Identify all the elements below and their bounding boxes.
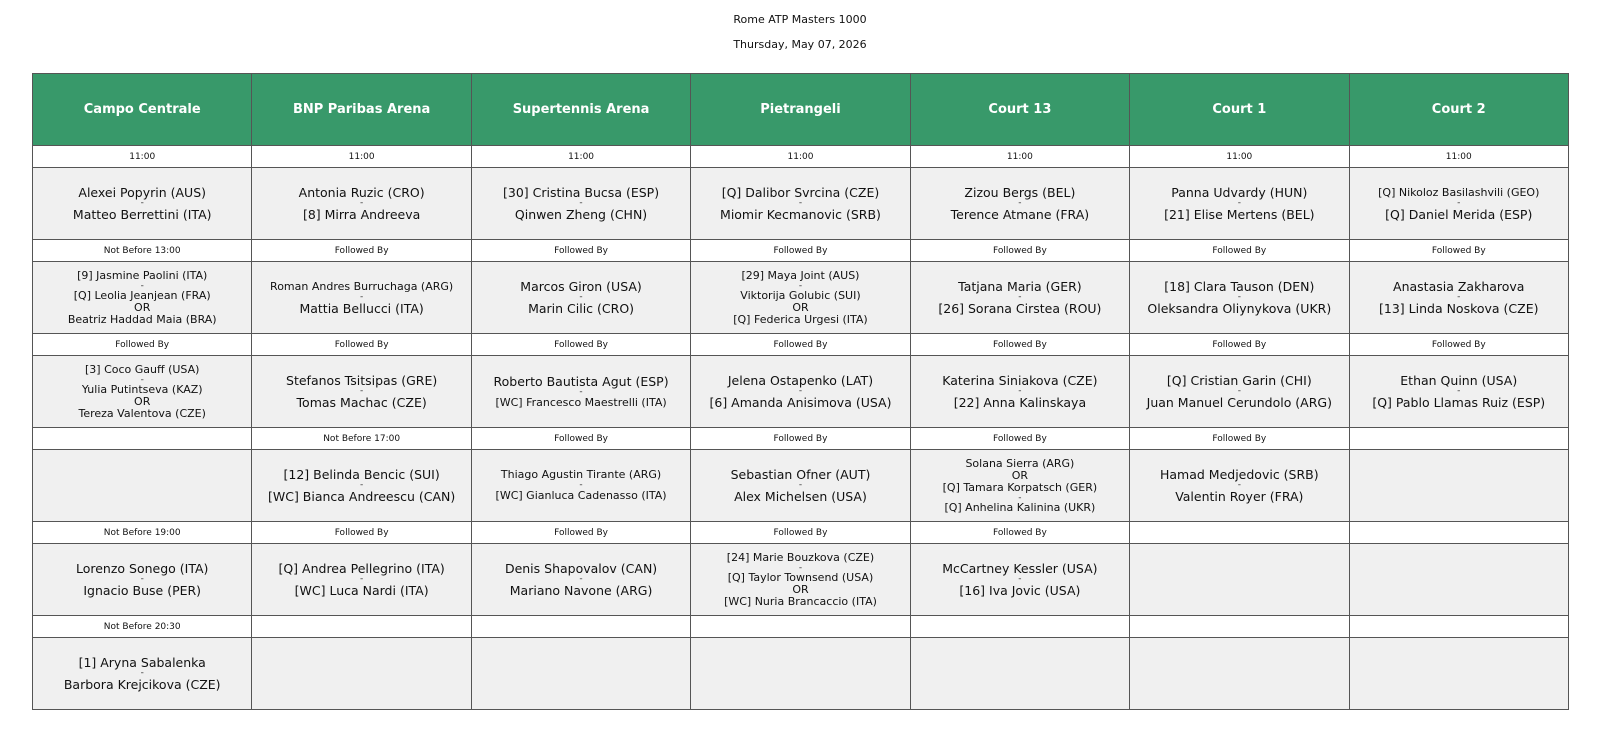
versus-separator: - <box>1237 198 1241 208</box>
time-slot-cell: Followed By <box>33 334 252 356</box>
match-cell <box>471 168 690 240</box>
player-name: Antonia Ruzic (CRO) <box>298 185 425 200</box>
or-separator: OR <box>1011 468 1029 482</box>
time-slot-cell: Followed By <box>910 428 1129 450</box>
time-slot-cell: Not Before 13:00 <box>33 240 252 262</box>
player-name: [WC] Bianca Andreescu (CAN) <box>267 489 456 504</box>
match-cell <box>33 544 252 616</box>
match-cell <box>910 168 1129 240</box>
match-cell <box>471 638 690 710</box>
time-slot-row <box>33 616 1569 638</box>
match-cell <box>252 638 471 710</box>
player-name: Panna Udvardy (HUN) <box>1171 185 1308 200</box>
player-name: Katerina Siniakova (CZE) <box>942 373 1098 388</box>
player-name: Lorenzo Sonego (ITA) <box>75 561 209 576</box>
versus-separator: - <box>1018 574 1022 584</box>
versus-separator: - <box>579 198 583 208</box>
time-slot-cell: 11:00 <box>33 146 252 168</box>
time-slot-cell: Followed By <box>691 334 910 356</box>
player-name: [WC] Francesco Maestrelli (ITA) <box>495 395 667 409</box>
time-slot-row <box>33 240 1569 262</box>
player-name: [12] Belinda Bencic (SUI) <box>283 467 440 482</box>
versus-separator: - <box>579 480 583 490</box>
versus-separator: - <box>1018 386 1022 396</box>
time-slot-row <box>33 522 1569 544</box>
time-slot-cell: Followed By <box>910 334 1129 356</box>
match-cell <box>1349 450 1568 522</box>
match-cell <box>471 450 690 522</box>
match-cell <box>471 356 690 428</box>
versus-separator: - <box>1237 480 1241 490</box>
player-name: Roberto Bautista Agut (ESP) <box>493 373 669 389</box>
versus-separator: - <box>140 280 144 291</box>
time-slot-row <box>33 428 1569 450</box>
time-slot-cell: Followed By <box>252 240 471 262</box>
match-cell <box>1349 356 1568 428</box>
match-cell <box>1130 450 1349 522</box>
versus-separator: - <box>798 198 803 208</box>
versus-separator: - <box>1018 292 1022 302</box>
match-cell <box>1349 544 1568 616</box>
player-name: Terence Atmane (FRA) <box>950 207 1090 222</box>
player-name: Stefanos Tsitsipas (GRE) <box>286 373 438 388</box>
player-name: Tatjana Maria (GER) <box>958 279 1082 294</box>
time-slot-cell: 11:00 <box>1130 146 1349 168</box>
versus-separator: - <box>140 198 144 208</box>
match-cell <box>33 262 252 334</box>
player-name: Alexei Popyrin (AUS) <box>78 185 207 200</box>
court-header: Campo Centrale <box>33 74 252 146</box>
time-slot-cell: Followed By <box>691 240 910 262</box>
player-name: Denis Shapovalov (CAN) <box>504 561 658 576</box>
court-header: Supertennis Arena <box>471 74 690 146</box>
or-separator: OR <box>792 582 809 596</box>
player-name: [Q] Andrea Pellegrino (ITA) <box>278 561 445 576</box>
time-slot-cell: 11:00 <box>1349 146 1568 168</box>
time-slot-cell <box>252 616 471 638</box>
player-name: [Q] Tamara Korpatsch (GER) <box>942 480 1098 494</box>
time-slot-cell: Followed By <box>1130 428 1349 450</box>
time-slot-cell: Not Before 19:00 <box>33 522 252 544</box>
player-name: Hamad Medjedovic (SRB) <box>1160 467 1319 482</box>
player-name: [8] Mirra Andreeva <box>302 207 421 222</box>
player-name: Barbora Krejcikova (CZE) <box>63 677 221 692</box>
versus-separator: - <box>1018 198 1022 208</box>
player-name: [21] Elise Mertens (BEL) <box>1164 207 1315 222</box>
versus-separator: - <box>798 562 803 573</box>
player-name: [18] Clara Tauson (DEN) <box>1164 279 1315 294</box>
player-name: [Q] Nikoloz Basilashvili (GEO) <box>1378 185 1540 199</box>
player-name: [Q] Cristian Garin (CHI) <box>1166 373 1312 388</box>
versus-separator: - <box>360 574 364 584</box>
versus-separator: - <box>579 574 583 584</box>
player-name: [29] Maya Joint (AUS) <box>741 268 860 282</box>
match-cell <box>691 168 910 240</box>
match-cell <box>910 544 1129 616</box>
time-slot-cell: Followed By <box>471 240 690 262</box>
versus-separator: - <box>579 292 583 302</box>
match-cell <box>691 450 910 522</box>
player-name: Sebastian Ofner (AUT) <box>730 467 871 482</box>
time-slot-cell: Followed By <box>1349 334 1568 356</box>
player-name: [1] Aryna Sabalenka <box>78 655 206 670</box>
match-cell <box>1130 262 1349 334</box>
time-slot-cell: 11:00 <box>691 146 910 168</box>
match-cell <box>1130 168 1349 240</box>
court-header: BNP Paribas Arena <box>252 74 471 146</box>
court-header: Court 13 <box>910 74 1129 146</box>
versus-separator: - <box>579 386 583 397</box>
versus-separator: - <box>1457 292 1461 302</box>
player-name: Beatriz Haddad Maia (BRA) <box>67 312 217 326</box>
time-slot-cell: Followed By <box>471 522 690 544</box>
player-name: [9] Jasmine Paolini (ITA) <box>77 268 208 282</box>
time-slot-cell <box>1349 522 1568 544</box>
player-name: [22] Anna Kalinskaya <box>953 395 1087 410</box>
player-name: Roman Andres Burruchaga (ARG) <box>270 279 454 293</box>
versus-separator: - <box>360 386 364 396</box>
player-name: Mariano Navone (ARG) <box>509 583 653 598</box>
time-slot-cell: Not Before 17:00 <box>252 428 471 450</box>
player-name: [26] Sorana Cirstea (ROU) <box>938 301 1102 316</box>
time-slot-row <box>33 146 1569 168</box>
match-cell <box>33 168 252 240</box>
versus-separator: - <box>140 668 144 678</box>
player-name: Qinwen Zheng (CHN) <box>514 207 648 222</box>
or-separator: OR <box>792 300 809 314</box>
player-name: [Q] Dalibor Svrcina (CZE) <box>721 185 880 200</box>
time-slot-cell <box>1349 616 1568 638</box>
time-slot-cell: 11:00 <box>252 146 471 168</box>
match-cell <box>33 450 252 522</box>
match-cell <box>1349 168 1568 240</box>
match-cell <box>252 356 471 428</box>
versus-separator: - <box>798 280 803 291</box>
time-slot-cell <box>33 428 252 450</box>
or-separator: OR <box>134 394 151 408</box>
player-name: Marcos Giron (USA) <box>520 279 642 294</box>
player-name: Zizou Bergs (BEL) <box>964 185 1076 200</box>
player-name: Jelena Ostapenko (LAT) <box>727 373 874 388</box>
match-cell <box>1130 356 1349 428</box>
versus-separator: - <box>1457 197 1461 208</box>
player-name: [24] Marie Bouzkova (CZE) <box>726 550 875 564</box>
player-name: Yulia Putintseva (KAZ) <box>81 382 203 396</box>
time-slot-cell: Followed By <box>910 240 1129 262</box>
time-slot-row <box>33 334 1569 356</box>
match-cell <box>691 356 910 428</box>
time-slot-cell: Followed By <box>1130 334 1349 356</box>
time-slot-cell <box>1130 616 1349 638</box>
match-cell <box>252 450 471 522</box>
versus-separator: - <box>360 480 364 490</box>
player-name: Mattia Bellucci (ITA) <box>299 300 424 316</box>
player-name: [6] Amanda Anisimova (USA) <box>709 395 892 410</box>
player-name: Alex Michelsen (USA) <box>734 489 867 504</box>
match-cell <box>252 262 471 334</box>
player-name: [Q] Daniel Merida (ESP) <box>1385 206 1533 222</box>
match-cell <box>910 450 1129 522</box>
player-name: [30] Cristina Bucsa (ESP) <box>503 185 660 200</box>
time-slot-cell <box>910 616 1129 638</box>
match-row <box>33 168 1569 240</box>
time-slot-cell: 11:00 <box>910 146 1129 168</box>
match-cell <box>471 544 690 616</box>
player-name: Miomir Kecmanovic (SRB) <box>720 207 881 222</box>
player-name: Thiago Agustin Tirante (ARG) <box>500 468 662 481</box>
versus-separator: - <box>140 374 144 385</box>
schedule-body <box>33 146 1569 710</box>
court-header: Court 2 <box>1349 74 1568 146</box>
match-cell <box>910 262 1129 334</box>
time-slot-cell: Followed By <box>1349 240 1568 262</box>
match-cell <box>1130 544 1349 616</box>
versus-separator: - <box>798 386 803 396</box>
match-row <box>33 450 1569 522</box>
time-slot-cell: 11:00 <box>471 146 690 168</box>
time-slot-cell <box>691 616 910 638</box>
player-name: [3] Coco Gauff (USA) <box>85 362 200 376</box>
player-name: Marin Cilic (CRO) <box>528 301 635 316</box>
order-of-play-table <box>32 73 1569 710</box>
time-slot-cell: Followed By <box>1130 240 1349 262</box>
match-cell <box>691 262 910 334</box>
player-name: Viktorija Golubic (SUI) <box>740 288 861 302</box>
match-cell <box>691 638 910 710</box>
time-slot-cell: Followed By <box>910 522 1129 544</box>
player-name: [WC] Gianluca Cadenasso (ITA) <box>495 489 667 502</box>
player-name: Matteo Berrettini (ITA) <box>72 207 212 222</box>
player-name: Anastasia Zakharova <box>1393 279 1525 294</box>
player-name: McCartney Kessler (USA) <box>942 561 1098 576</box>
versus-separator: - <box>1237 292 1241 302</box>
time-slot-cell: Followed By <box>691 522 910 544</box>
time-slot-cell: Followed By <box>471 334 690 356</box>
versus-separator: - <box>798 480 803 490</box>
match-cell <box>1349 262 1568 334</box>
time-slot-cell: Not Before 20:30 <box>33 616 252 638</box>
page-title: Rome ATP Masters 1000 <box>733 13 867 26</box>
player-name: [Q] Federica Urgesi (ITA) <box>733 312 868 326</box>
time-slot-cell: Followed By <box>252 334 471 356</box>
player-name: Ethan Quinn (USA) <box>1400 373 1518 388</box>
match-row <box>33 638 1569 710</box>
player-name: [16] Iva Jovic (USA) <box>959 583 1081 598</box>
time-slot-cell: Followed By <box>252 522 471 544</box>
versus-separator: - <box>140 574 144 584</box>
versus-separator: - <box>360 198 364 208</box>
match-cell <box>910 356 1129 428</box>
player-name: Juan Manuel Cerundolo (ARG) <box>1146 395 1332 410</box>
match-cell <box>252 168 471 240</box>
player-name: Tereza Valentova (CZE) <box>78 406 206 420</box>
match-cell <box>471 262 690 334</box>
court-header: Court 1 <box>1130 74 1349 146</box>
schedule-date: Thursday, May 07, 2026 <box>733 38 867 51</box>
court-header: Pietrangeli <box>691 74 910 146</box>
versus-separator: - <box>1457 386 1461 396</box>
player-name: [WC] Nuria Brancaccio (ITA) <box>724 594 877 608</box>
match-cell <box>910 638 1129 710</box>
player-name: [13] Linda Noskova (CZE) <box>1379 301 1539 316</box>
time-slot-cell <box>1130 522 1349 544</box>
time-slot-cell: Followed By <box>691 428 910 450</box>
match-cell <box>1130 638 1349 710</box>
player-name: Valentin Royer (FRA) <box>1175 489 1304 504</box>
match-cell <box>252 544 471 616</box>
versus-separator: - <box>360 291 364 302</box>
player-name: [Q] Anhelina Kalinina (UKR) <box>944 500 1096 514</box>
player-name: Ignacio Buse (PER) <box>83 583 202 598</box>
player-name: Oleksandra Oliynykova (UKR) <box>1147 301 1332 316</box>
versus-separator: - <box>1237 386 1241 396</box>
player-name: [Q] Taylor Townsend (USA) <box>727 570 874 584</box>
player-name: Solana Sierra (ARG) <box>965 456 1075 470</box>
player-name: [Q] Leolia Jeanjean (FRA) <box>73 288 211 302</box>
match-cell <box>33 356 252 428</box>
time-slot-cell <box>471 616 690 638</box>
versus-separator: - <box>1018 492 1022 503</box>
match-cell <box>33 638 252 710</box>
player-name: Tomas Machac (CZE) <box>296 395 427 410</box>
match-row <box>33 262 1569 334</box>
or-separator: OR <box>134 300 151 314</box>
match-row <box>33 544 1569 616</box>
player-name: [Q] Pablo Llamas Ruiz (ESP) <box>1372 395 1546 410</box>
player-name: [WC] Luca Nardi (ITA) <box>294 583 429 598</box>
match-row <box>33 356 1569 428</box>
time-slot-cell: Followed By <box>471 428 690 450</box>
match-cell <box>1349 638 1568 710</box>
court-header-row <box>33 74 1569 146</box>
match-cell <box>691 544 910 616</box>
time-slot-cell <box>1349 428 1568 450</box>
